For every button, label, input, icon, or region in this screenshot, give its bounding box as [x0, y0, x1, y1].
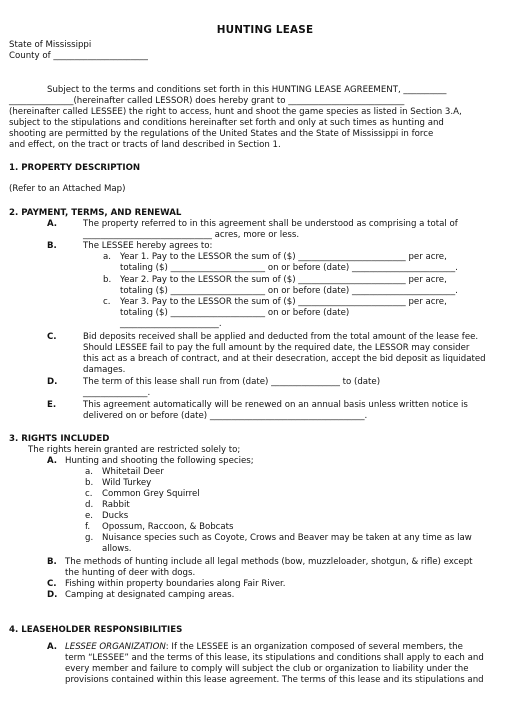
section-1-heading: 1. PROPERTY DESCRIPTION: [9, 163, 141, 173]
species-marker: d.: [85, 500, 94, 510]
year-1-line-2: totaling ($) ______________________ on or before (date) ________________________.: [120, 263, 458, 273]
species-item: Nuisance species such as Coyote, Crows and Beaver may be taken at any time as law: [102, 533, 472, 543]
year-2-line-2: totaling ($) ______________________ on or before (date) ________________________.: [120, 286, 458, 296]
species-item: Whitetail Deer: [102, 467, 164, 477]
section-3-b-letter: B.: [47, 557, 57, 567]
species-marker: a.: [85, 467, 93, 477]
section-4-a-line-1: [65, 642, 463, 653]
species-marker: b.: [85, 478, 94, 488]
state-line: State of Mississippi: [9, 40, 92, 50]
lessee-organization-label: LESSEE ORGANIZATION: [65, 642, 166, 652]
section-2-a-line-2: ______________________________ acres, more or less.: [83, 230, 300, 240]
species-marker: f.: [85, 522, 91, 532]
year-3-marker: c.: [103, 297, 111, 307]
intro-line-4: subject to the stipulations and conditions hereinafter set forth and only at such times as hunting and: [9, 118, 444, 128]
section-3-c-letter: C.: [47, 579, 57, 589]
section-4-a-line-3: every member and failure to comply will subject the club or organization to liability under the: [65, 664, 469, 674]
document-title: HUNTING LEASE: [216, 24, 314, 36]
species-item: Rabbit: [102, 500, 130, 510]
section-2-e-letter: E.: [47, 400, 57, 410]
section-2-b-intro: The LESSEE hereby agrees to:: [83, 241, 213, 251]
intro-line-6: and effect, on the tract or tracts of land described in Section 1.: [9, 140, 281, 150]
species-marker: e.: [85, 511, 94, 521]
section-3-c-text: Fishing within property boundaries along Fair River.: [65, 579, 286, 589]
section-2-a-line-1: The property referred to in this agreement shall be understood as comprising a total of: [83, 219, 458, 229]
species-item: Wild Turkey: [102, 478, 152, 488]
section-3-heading: 3. RIGHTS INCLUDED: [9, 434, 110, 444]
year-1-marker: a.: [103, 252, 111, 262]
section-2-c-line-2: Should LESSEE fail to pay the full amount by the required date, the LESSOR may consider: [83, 343, 470, 353]
section-2-c-line-1: Bid deposits received shall be applied and deducted from the total amount of the lease fee.: [83, 332, 479, 342]
section-2-c-line-3: this act as a breach of contract, and at their desecration, accept the bid deposit as liquidated: [83, 354, 486, 364]
section-2-b-letter: B.: [47, 241, 57, 251]
species-marker: c.: [85, 489, 93, 499]
species-marker: g.: [85, 533, 94, 543]
section-3-d-text: Camping at designated camping areas.: [65, 590, 235, 600]
intro-line-5: shooting are permitted by the regulations of the United States and the State of Mississippi in force: [9, 129, 434, 139]
section-4-a-line-2: term “LESSEE” and the terms of this lease, its stipulations and conditions shall apply to each and: [65, 653, 484, 663]
section-3-a-text: Hunting and shooting the following species;: [65, 456, 254, 466]
year-2-line-1: Year 2. Pay to the LESSOR the sum of ($) _________________________ per acre,: [120, 275, 447, 285]
section-2-c-line-4: damages.: [83, 365, 126, 375]
year-2-marker: b.: [103, 275, 112, 285]
species-item-continued: allows.: [102, 544, 132, 554]
section-3-d-letter: D.: [47, 590, 58, 600]
section-3-b-line-2: the hunting of deer with dogs.: [65, 568, 196, 578]
year-3-line-2: totaling ($) ______________________ on or before (date): [120, 308, 350, 318]
intro-line-1: Subject to the terms and conditions set forth in this HUNTING LEASE AGREEMENT, __________: [47, 85, 447, 95]
species-item: Opossum, Raccoon, & Bobcats: [102, 522, 234, 532]
section-2-d-letter: D.: [47, 377, 58, 387]
section-2-a-letter: A.: [47, 219, 58, 229]
year-1-line-1: Year 1. Pay to the LESSOR the sum of ($) _________________________ per acre,: [120, 252, 447, 262]
section-2-d-line-1: The term of this lease shall run from (date) ________________ to (date): [83, 377, 381, 387]
species-item: Ducks: [102, 511, 129, 521]
section-2-d-line-2: _______________.: [83, 388, 151, 398]
section-3-b-line-1: The methods of hunting include all legal methods (bow, muzzleloader, shotgun, & rifle) except: [65, 557, 473, 567]
section-2-c-letter: C.: [47, 332, 57, 342]
section-3-a-letter: A.: [47, 456, 58, 466]
section-4-a-first-text: : If the LESSEE is an organization composed of several members, the: [165, 642, 463, 652]
intro-line-2: _______________(hereinafter called LESSOR) does hereby grant to ___________________________: [9, 96, 405, 106]
section-4-a-line-4: provisions contained within this lease agreement. The terms of this lease and its stipulations and: [65, 675, 484, 685]
intro-line-3: (hereinafter called LESSEE) the right to access, hunt and shoot the game species as listed in Section 3.A,: [9, 107, 462, 117]
county-line: County of ______________________: [9, 51, 148, 61]
section-2-e-line-2: delivered on or before (date) ____________________________________.: [83, 411, 368, 421]
year-3-line-3: _______________________.: [120, 319, 222, 329]
section-1-text: (Refer to an Attached Map): [9, 184, 126, 194]
section-4-a-letter: A.: [47, 642, 58, 652]
section-2-heading: 2. PAYMENT, TERMS, AND RENEWAL: [9, 208, 182, 218]
year-3-line-1: Year 3. Pay to the LESSOR the sum of ($) _________________________ per acre,: [120, 297, 447, 307]
section-2-e-line-1: This agreement automatically will be renewed on an annual basis unless written notice is: [83, 400, 468, 410]
species-item: Common Grey Squirrel: [102, 489, 200, 499]
section-4-heading: 4. LEASEHOLDER RESPONSIBILITIES: [9, 625, 183, 635]
section-3-intro: The rights herein granted are restricted solely to;: [28, 445, 241, 455]
